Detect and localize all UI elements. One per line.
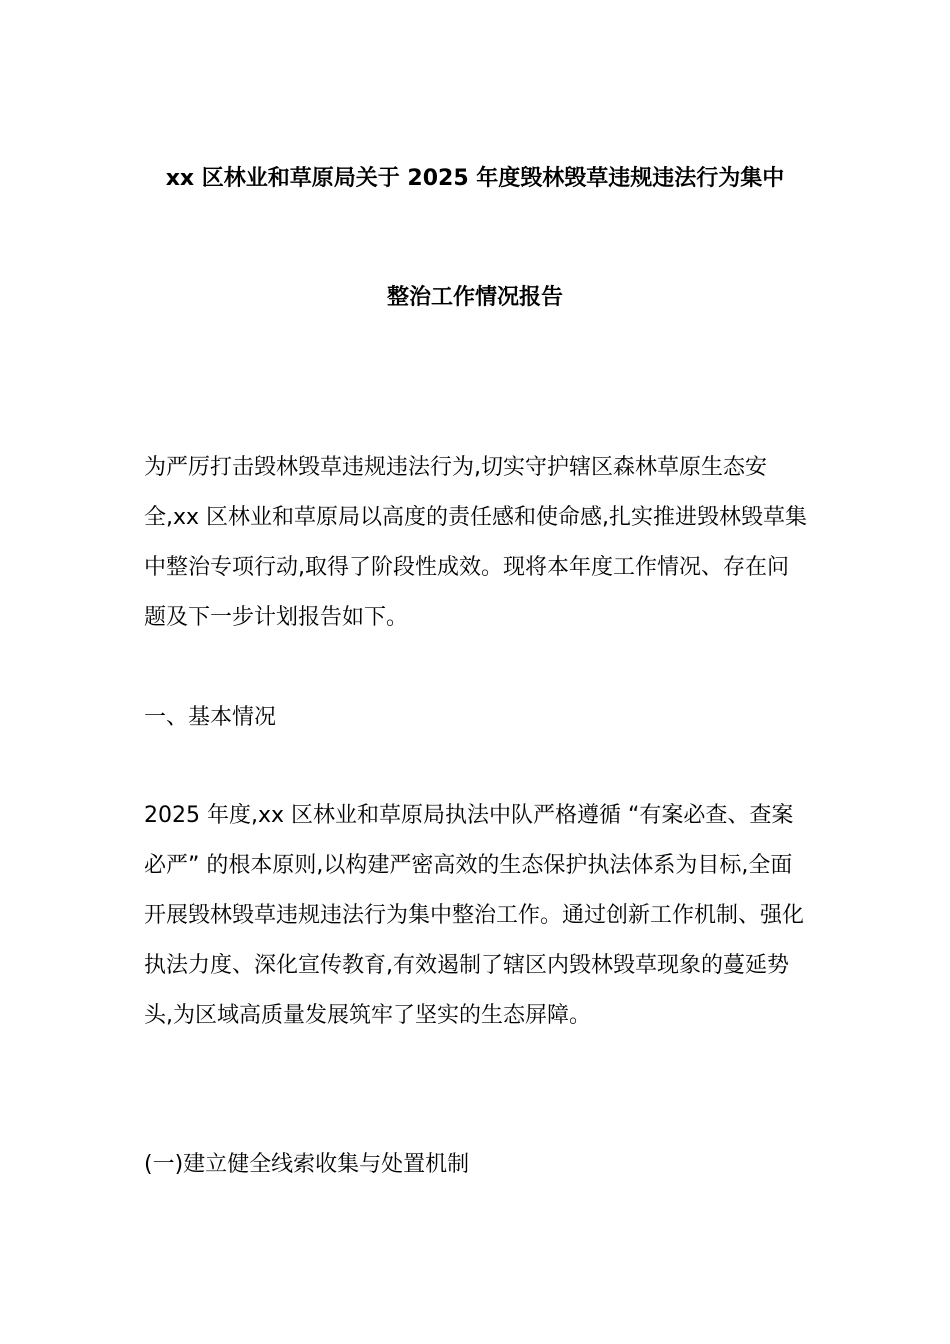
document-title-line-2: 整治工作情况报告 [386, 285, 563, 310]
intro-paragraph: 为严厉打击毁林毁草违规违法行为,切实守护辖区森林草原生态安全,xx 区林业和草原局以高度的责任感和使命感,扎实推进毁林毁草集中整治专项行动,取得了阶段性成效。现将本年度工作情况、存在问题及下一步计划报告如下。 [144, 455, 808, 630]
section-heading-text: 一、基本情况 [144, 705, 277, 730]
document-title-line-1: xx 区林业和草原局关于 2025 年度毁林毁草违规违法行为集中 [165, 166, 785, 191]
basic-situation-paragraph-block [144, 791, 808, 1041]
basic-situation-paragraph: 2025 年度,xx 区林业和草原局执法中队严格遵循 “有案必查、查案必严” 的根本原则,以构建严密高效的生态保护执法体系为目标,全面开展毁林毁草违规违法行为集中整治工作。通过创新工作机制、强化执法力度、深化宣传教育,有效遏制了辖区内毁林毁草现象的蔓延势头,为区域高质量发展筑牢了坚实的生态屏障。 [144, 803, 805, 1028]
intro-paragraph-block [144, 443, 808, 643]
subsection-heading-clue-mechanism [144, 1140, 808, 1190]
subsection-heading-text: (一)建立健全线索收集与处置机制 [144, 1152, 470, 1177]
section-heading-basic-situation [144, 693, 808, 743]
